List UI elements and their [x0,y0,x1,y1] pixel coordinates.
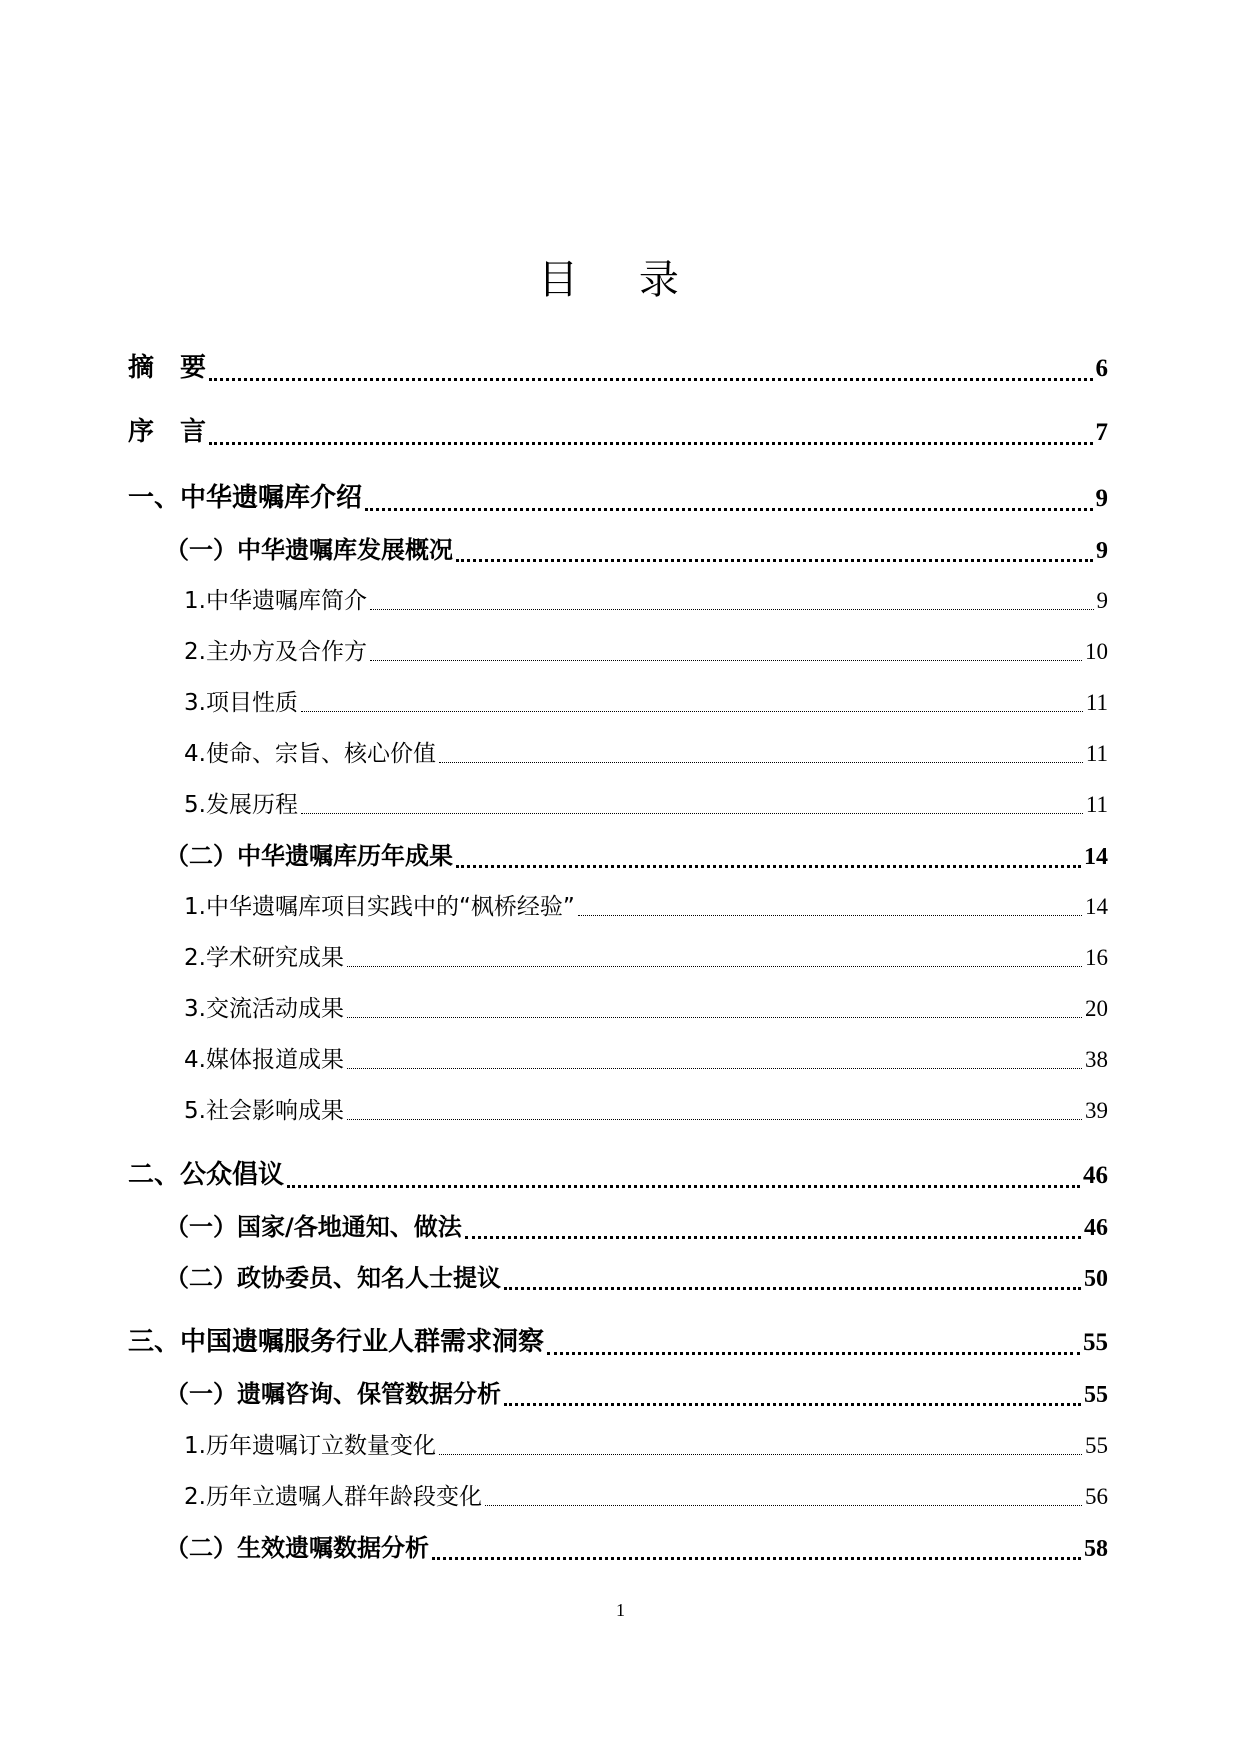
toc-entry-item[interactable] [184,1044,1108,1076]
toc-entry-label: 序 言 [128,417,207,447]
dot-leader [370,585,1094,617]
toc-entry-page: 10 [1085,639,1108,664]
dot-leader [347,942,1082,974]
toc-entry-page: 11 [1085,792,1108,817]
dot-leader [365,480,1092,517]
toc-entry-section-2-1[interactable] [165,1210,1108,1245]
dot-leader [456,839,1081,874]
toc-entry-item[interactable] [184,891,1108,923]
toc-entry-label: 1.中华遗嘱库简介 [184,588,367,614]
toc-entry-chapter-2[interactable] [128,1157,1108,1194]
toc-entry-label: 2.学术研究成果 [184,945,344,971]
toc-entry-label: 4.使命、宗旨、核心价值 [184,741,436,767]
toc-entry-item[interactable] [184,636,1108,668]
toc-entry-page: 55 [1084,1382,1108,1408]
toc-entry-label: （二）政协委员、知名人士提议 [165,1264,501,1292]
toc-entry-item[interactable] [184,789,1108,821]
toc-entry-item[interactable] [184,687,1108,719]
toc-entry-section-1-2[interactable] [165,839,1108,874]
dot-leader [504,1261,1081,1296]
toc-entry-page: 14 [1085,894,1108,919]
dot-leader [209,350,1092,387]
dot-leader [439,738,1083,770]
toc-entry-page: 38 [1085,1047,1108,1072]
dot-leader [456,533,1093,568]
toc-entry-page: 6 [1095,355,1108,382]
toc-entry-page: 9 [1096,588,1108,613]
dot-leader [347,993,1082,1025]
toc-entry-label: （二）生效遗嘱数据分析 [165,1534,429,1562]
toc-entry-item[interactable] [184,585,1108,617]
page-number: 1 [616,1600,625,1620]
toc-entry-page: 58 [1084,1536,1108,1562]
toc-entry-page: 20 [1085,996,1108,1021]
toc-entry-label: 5.社会影响成果 [184,1098,344,1124]
toc-entry-page: 46 [1084,1215,1108,1241]
dot-leader [301,687,1083,719]
toc-entry-section-3-1[interactable] [165,1377,1108,1412]
toc-entry-label: （一）国家/各地通知、做法 [165,1213,462,1241]
toc-entry-item[interactable] [184,1095,1108,1127]
toc-entry-page: 46 [1083,1162,1108,1189]
toc-entry-section-1-1[interactable] [165,533,1108,568]
toc-entry-page: 11 [1085,690,1108,715]
page-title: 目 录 [538,257,703,303]
toc-entry-preface[interactable] [128,414,1108,451]
toc-entry-label: 2.主办方及合作方 [184,639,367,665]
toc-entry-label: 三、中国遗嘱服务行业人群需求洞察 [128,1327,545,1357]
toc-entry-label: 1.历年遗嘱订立数量变化 [184,1433,436,1459]
toc-entry-label: 5.发展历程 [184,792,298,818]
toc-entry-label: 一、中华遗嘱库介绍 [128,483,363,513]
dot-leader [209,414,1092,451]
toc-entry-label: （一）中华遗嘱库发展概况 [165,536,453,564]
dot-leader [347,1095,1082,1127]
toc-entry-page: 39 [1085,1098,1108,1123]
toc-entry-label: 4.媒体报道成果 [184,1047,344,1073]
toc-entry-page: 7 [1095,419,1108,446]
dot-leader [485,1481,1082,1513]
dot-leader [578,891,1082,923]
toc-entry-item[interactable] [184,1481,1108,1513]
toc-entry-page: 56 [1085,1484,1108,1509]
toc-entry-page: 55 [1085,1433,1108,1458]
dot-leader [301,789,1083,821]
toc-entry-section-2-2[interactable] [165,1261,1108,1296]
dot-leader [347,1044,1082,1076]
toc-entry-label: 摘 要 [128,353,207,383]
toc-entry-item[interactable] [184,738,1108,770]
dot-leader [465,1210,1081,1245]
toc-entry-page: 14 [1084,844,1108,870]
toc-entry-page: 55 [1083,1329,1108,1356]
toc-entry-page: 11 [1085,741,1108,766]
toc-entry-label: （一）遗嘱咨询、保管数据分析 [165,1380,501,1408]
toc-entry-page: 50 [1084,1266,1108,1292]
toc-entry-page: 9 [1096,538,1108,564]
dot-leader [432,1531,1081,1566]
dot-leader [439,1430,1082,1462]
dot-leader [370,636,1082,668]
toc-entry-page: 9 [1095,485,1108,512]
toc-entry-label: 3.项目性质 [184,690,298,716]
dot-leader [287,1157,1080,1194]
toc-entry-label: （二）中华遗嘱库历年成果 [165,842,453,870]
toc-entry-item[interactable] [184,993,1108,1025]
toc-entry-chapter-1[interactable] [128,480,1108,517]
toc-entry-section-3-2[interactable] [165,1531,1108,1566]
toc-entry-chapter-3[interactable] [128,1324,1108,1361]
dot-leader [504,1377,1081,1412]
toc-entry-label: 3.交流活动成果 [184,996,344,1022]
toc-entry-label: 1.中华遗嘱库项目实践中的“枫桥经验” [184,894,575,920]
toc-entry-page: 16 [1085,945,1108,970]
toc-entry-item[interactable] [184,942,1108,974]
toc-entry-label: 二、公众倡议 [128,1160,285,1190]
toc-entry-item[interactable] [184,1430,1108,1462]
toc-entry-label: 2.历年立遗嘱人群年龄段变化 [184,1484,482,1510]
toc-entry-abstract[interactable] [128,350,1108,387]
dot-leader [547,1324,1080,1361]
